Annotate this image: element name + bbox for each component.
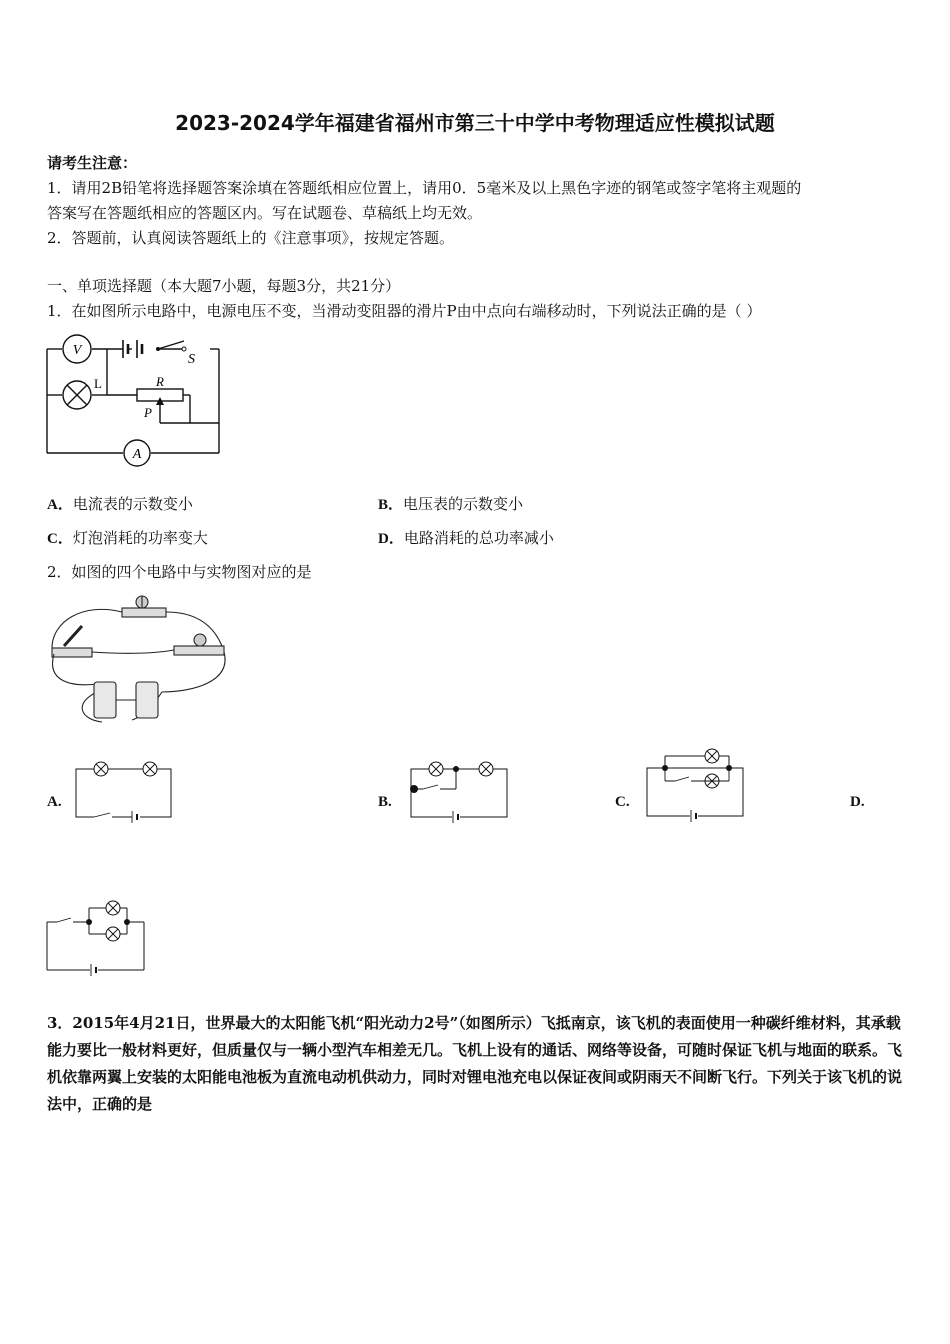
ammeter-label: A: [132, 447, 142, 462]
q2-physical-circuit-picture: [42, 592, 232, 727]
page-title: 2023-2024学年福建省福州市第三十中学中考物理适应性模拟试题: [175, 111, 775, 135]
lamp-label: L: [94, 376, 102, 391]
q2-stem: 2．如图的四个电路中与实物图对应的是: [47, 563, 312, 581]
q1-option-b[interactable]: [378, 494, 523, 515]
q2-option-a-circuit: [74, 759, 174, 821]
battery-symbol: [123, 340, 142, 358]
voltmeter-symbol: [63, 335, 91, 363]
q2-option-b-key[interactable]: B.: [378, 794, 392, 810]
q2-option-c-key[interactable]: C.: [615, 794, 630, 810]
q1-option-c[interactable]: [47, 528, 208, 549]
notice-item-1-line-2: 答案写在答题纸相应的答题区内。写在试题卷、草稿纸上均无效。: [47, 204, 483, 222]
lamp-symbol: [63, 381, 91, 409]
q1-option-a[interactable]: [47, 494, 193, 515]
voltmeter-label: V: [72, 343, 82, 358]
q2-option-d-key[interactable]: D.: [850, 794, 865, 810]
option-key: B．: [378, 497, 404, 513]
q2-option-a-key[interactable]: A.: [47, 794, 62, 810]
option-key: C．: [47, 531, 73, 547]
q2-option-d-circuit: [45, 898, 147, 974]
option-text: 电压表的示数变小: [403, 495, 524, 513]
slider-label: P: [144, 405, 152, 420]
q2-option-b-circuit: [408, 759, 510, 821]
notice-item-2: 2．答题前，认真阅读答题纸上的《注意事项》，按规定答题。: [47, 229, 455, 247]
option-text: 电路消耗的总功率减小: [403, 529, 554, 547]
q1-circuit-diagram: [40, 333, 230, 471]
ammeter-symbol: [124, 440, 150, 466]
option-text: 灯泡消耗的功率变大: [72, 529, 208, 547]
q3-stem: 3．2015年4月21日，世界最大的太阳能飞机“阳光动力2号”（如图所示）飞抵南京，该飞机的表面使用一种碳纤维材料，其承载能力要比一般材料更好，但质量仅与一辆小型汽车相差无几。飞机上设有的通话、网络等设备，可随时保证飞机与地面的联系。飞机依靠两翼上安装的太阳能电池板为直流电动机供动力，同时对锂电池充电以保证夜间或阴雨天不间断飞行。下列关于该飞机的说法中，正确的是: [47, 1014, 903, 1113]
option-key: A．: [47, 497, 73, 513]
switch-label: S: [188, 352, 195, 367]
section-heading: 一、单项选择题（本大题7小题，每题3分，共21分）: [47, 277, 401, 295]
q2-option-c-circuit: [645, 748, 747, 820]
notice-item-1-line-1: 1．请用2B铅笔将选择题答案涂填在答题纸相应位置上，请用0．5毫米及以上黑色字迹的钢笔或签字笔将主观题的: [47, 179, 802, 197]
option-text: 电流表的示数变小: [72, 495, 193, 513]
rheostat-label: R: [156, 374, 164, 389]
notice-header: 请考生注意：: [47, 154, 138, 172]
q1-option-d[interactable]: [378, 528, 554, 549]
option-key: D．: [378, 531, 404, 547]
rheostat-symbol: [137, 389, 183, 405]
q1-stem: 1．在如图所示电路中，电源电压不变，当滑动变阻器的滑片P由中点向右端移动时，下列说法正确的是（ ）: [47, 302, 762, 320]
